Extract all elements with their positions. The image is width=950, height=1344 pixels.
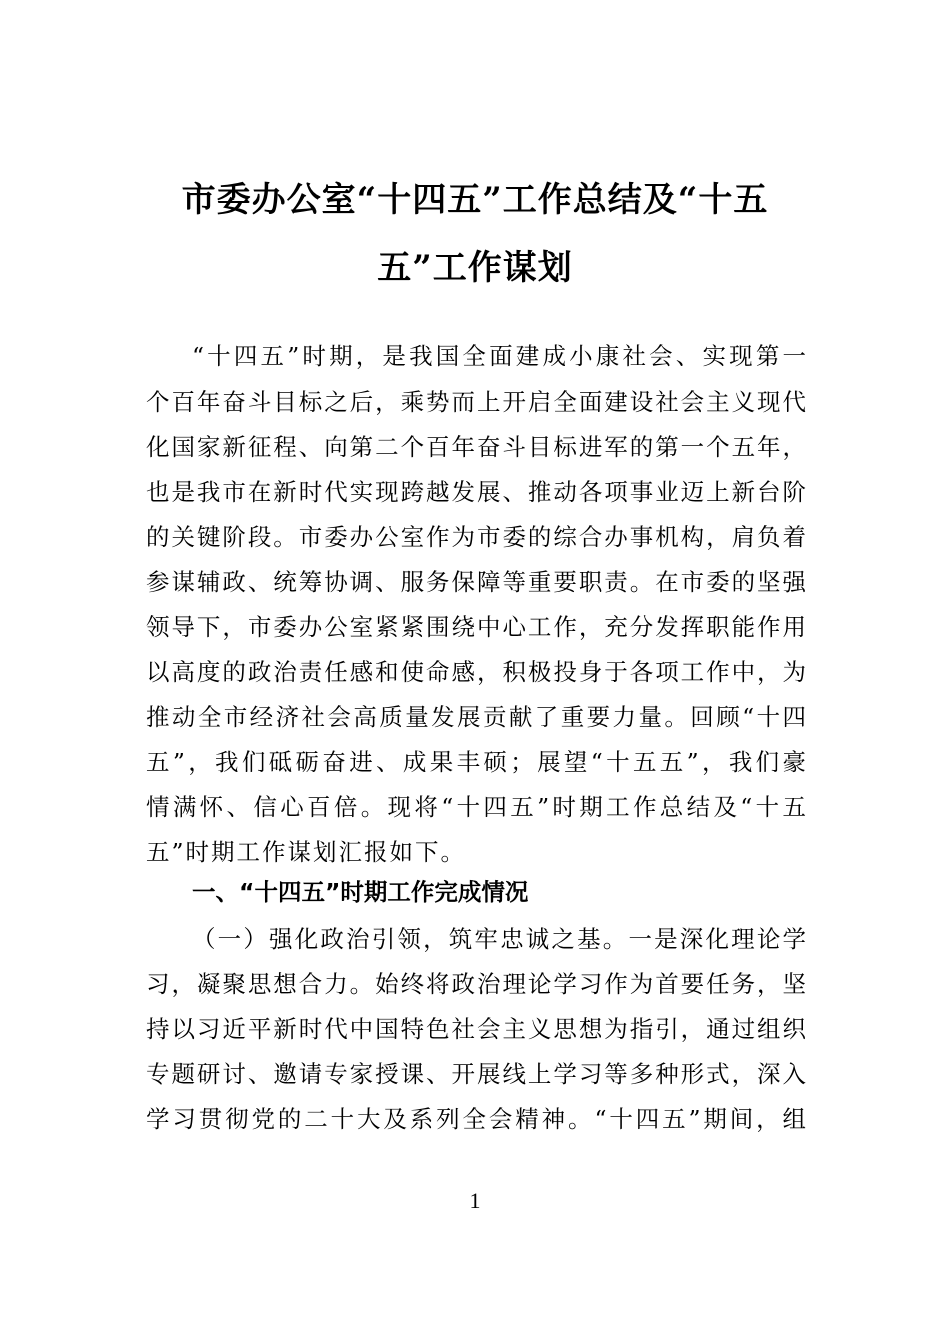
paragraph-line: 的关键阶段。市委办公室作为市委的综合办事机构，肩负着	[146, 523, 806, 551]
paragraph-line: 情满怀、信心百倍。现将“十四五”时期工作总结及“十五	[146, 793, 806, 821]
paragraph-line: “十四五”时期，是我国全面建成小康社会、实现第一	[192, 342, 806, 370]
paragraph-line: 五”，我们砥砺奋进、成果丰硕；展望“十五五”，我们豪	[146, 748, 806, 776]
paragraph-line: 也是我市在新时代实现跨越发展、推动各项事业迈上新台阶	[146, 478, 806, 506]
paragraph-line: 五”时期工作谋划汇报如下。	[146, 838, 467, 866]
paragraph-line: 化国家新征程、向第二个百年奋斗目标进军的第一个五年，	[146, 433, 806, 461]
page-number: 1	[469, 1188, 481, 1213]
paragraph-line: 个百年奋斗目标之后，乘势而上开启全面建设社会主义现代	[146, 388, 806, 416]
section-heading: 一、“十四五”时期工作完成情况	[192, 878, 529, 906]
paragraph-line: 推动全市经济社会高质量发展贡献了重要力量。回顾“十四	[146, 703, 806, 731]
paragraph-line: 学习贯彻党的二十大及系列全会精神。“十四五”期间，组	[146, 1105, 806, 1133]
paragraph-line: 专题研讨、邀请专家授课、开展线上学习等多种形式，深入	[146, 1060, 806, 1088]
paragraph-line: 习，凝聚思想合力。始终将政治理论学习作为首要任务，坚	[146, 970, 806, 998]
paragraph-line: 持以习近平新时代中国特色社会主义思想为指引，通过组织	[146, 1015, 806, 1043]
paragraph-line: 以高度的政治责任感和使命感，积极投身于各项工作中，为	[146, 658, 806, 686]
paragraph-line: （一）强化政治引领，筑牢忠诚之基。一是深化理论学	[192, 925, 806, 953]
document-title-line-2: 五”工作谋划	[377, 248, 573, 288]
document-title-line-1: 市委办公室“十四五”工作总结及“十五	[181, 180, 769, 220]
paragraph-line: 参谋辅政、统筹协调、服务保障等重要职责。在市委的坚强	[146, 568, 806, 596]
paragraph-line: 领导下，市委办公室紧紧围绕中心工作，充分发挥职能作用	[146, 613, 806, 641]
